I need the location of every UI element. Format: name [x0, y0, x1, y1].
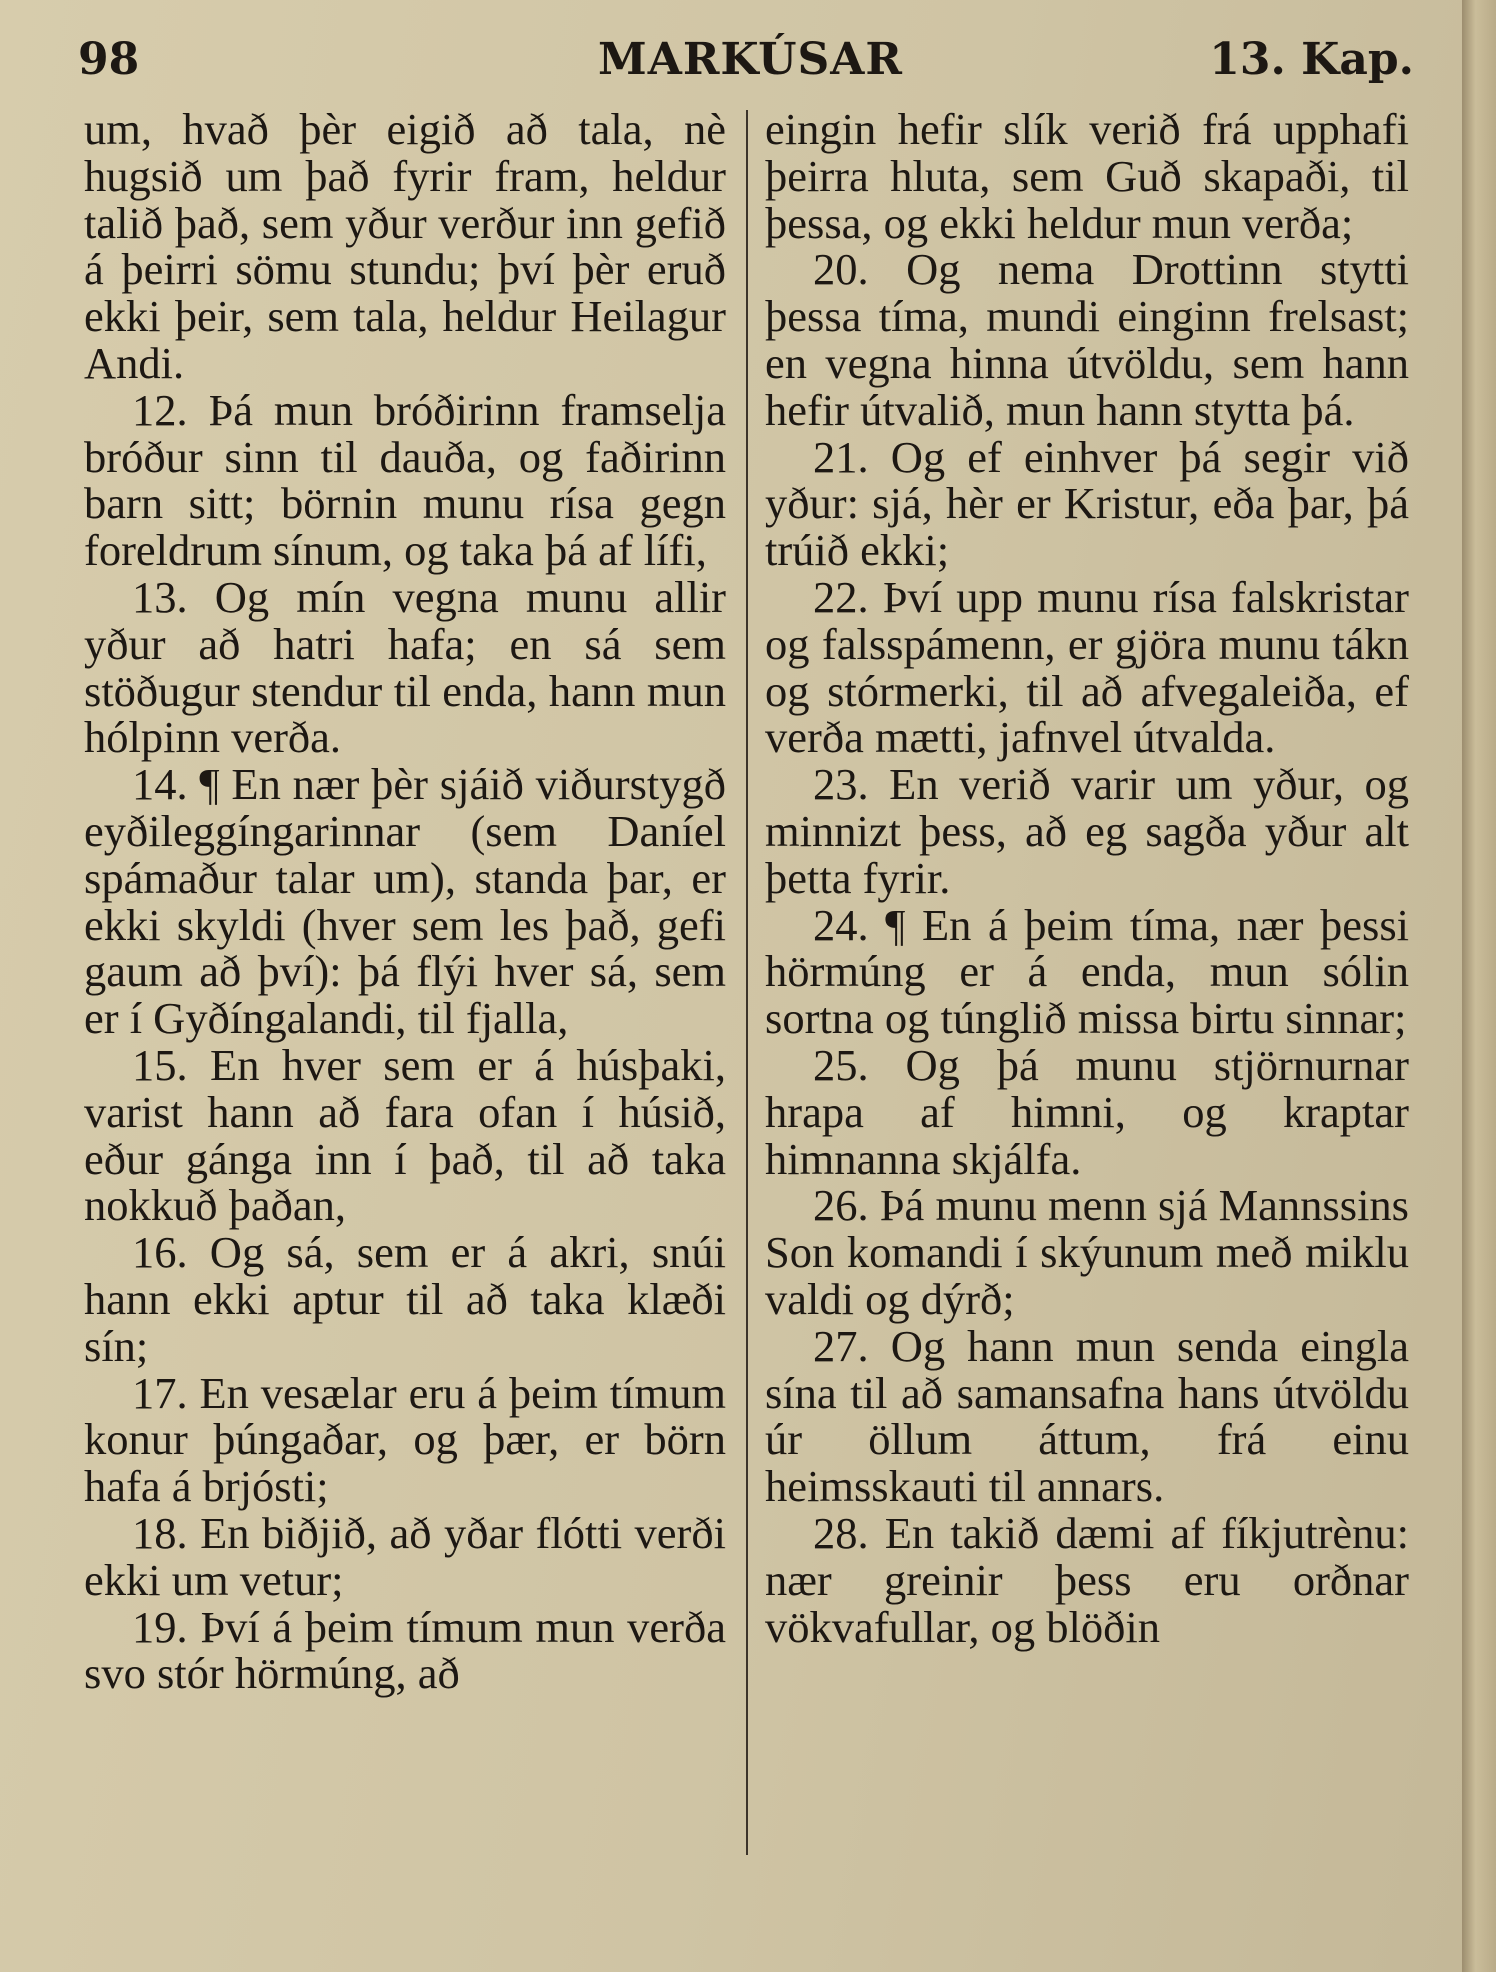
- left-column: [84, 106, 726, 1856]
- verse-paragraph: 21. Og ef einhver þá segir við yður: sjá, hèr er Kristur, eða þar, þá trúið ekki;: [765, 431, 1409, 576]
- verse-paragraph: 26. Þá munu menn sjá Mannssins Son komandi í skýunum með miklu valdi og dýrð;: [765, 1180, 1409, 1324]
- verse-paragraph: 25. Og þá munu stjörnurnar hrapa af himni, og kraptar himnanna skjálfa.: [765, 1039, 1409, 1184]
- chapter-label: 13. Kap.: [1209, 34, 1414, 85]
- verse-paragraph: um, hvað þèr eigið að tala, nè hugsið um það fyrir fram, heldur talið það, sem yður verður inn gefið á þeirri sömu stundu; því þèr eruð ekki þeir, sem tala, heldur Heilagur Andi.: [84, 106, 726, 388]
- column-divider: [746, 110, 748, 1855]
- verse-paragraph: 17. En vesælar eru á þeim tímum konur þúngaðar, og þær, er börn hafa á brjósti;: [84, 1367, 726, 1512]
- verse-paragraph: 16. Og sá, sem er á akri, snúi hann ekki aptur til að taka klæði sín;: [84, 1227, 726, 1371]
- verse-paragraph: 28. En takið dæmi af fíkjutrènu: nær greinir þess eru orðnar vökvafullar, og blöðin: [765, 1507, 1409, 1652]
- verse-paragraph: 22. Því upp munu rísa falskristar og falsspámenn, er gjöra munu tákn og stórmerki, til að afvegaleiða, ef verða mætti, jafnvel útvalda.: [765, 571, 1409, 763]
- verse-paragraph: 12. Þá mun bróðirinn framselja bróður sinn til dauða, og faðirinn barn sitt; börnin munu rísa gegn foreldrum sínum, og taka þá af lífi,: [84, 384, 726, 576]
- running-title: MARKÚSAR: [598, 34, 903, 85]
- page-number: 98: [78, 34, 140, 85]
- verse-paragraph: 24. ¶ En á þeim tíma, nær þessi hörmúng er á enda, mun sólin sortna og túnglið missa birtu sinnar;: [765, 899, 1409, 1044]
- verse-paragraph: 23. En verið varir um yður, og minnizt þess, að eg sagða yður alt þetta fyrir.: [765, 759, 1409, 903]
- page-header: [78, 34, 1414, 94]
- verse-paragraph: eingin hefir slík verið frá upphafi þeirra hluta, sem Guð skapaði, til þessa, og ekki heldur mun verða;: [765, 106, 1409, 248]
- right-column: [765, 106, 1409, 1856]
- verse-paragraph: 19. Því á þeim tímum mun verða svo stór hörmúng, að: [84, 1601, 726, 1699]
- verse-paragraph: 20. Og nema Drottinn stytti þessa tíma, mundi einginn frelsast; en vegna hinna útvöldu, sem hann hefir útvalið, mun hann stytta þá.: [765, 244, 1409, 435]
- verse-paragraph: 13. Og mín vegna munu allir yður að hatri hafa; en sá sem stöðugur stendur til enda, hann mun hólpinn verða.: [84, 571, 726, 763]
- verse-paragraph: 18. En biðjið, að yðar flótti verði ekki um vetur;: [84, 1507, 726, 1605]
- verse-paragraph: 27. Og hann mun senda eingla sína til að samansafna hans útvöldu úr öllum áttum, frá einu heimsskauti til annars.: [765, 1320, 1409, 1512]
- verse-paragraph: 14. ¶ En nær þèr sjáið viðurstygð eyðileggíngarinnar (sem Daníel spámaður talar um), standa þar, er ekki skyldi (hver sem les það, gefi gaum að því): þá flýi hver sá, sem er í Gyðíngalandi, til fjalla,: [84, 759, 726, 1044]
- facing-page-edge: [1462, 0, 1496, 1972]
- verse-paragraph: 15. En hver sem er á húsþaki, varist hann að fara ofan í húsið, eður gánga inn í það, til að taka nokkuð þaðan,: [84, 1039, 726, 1231]
